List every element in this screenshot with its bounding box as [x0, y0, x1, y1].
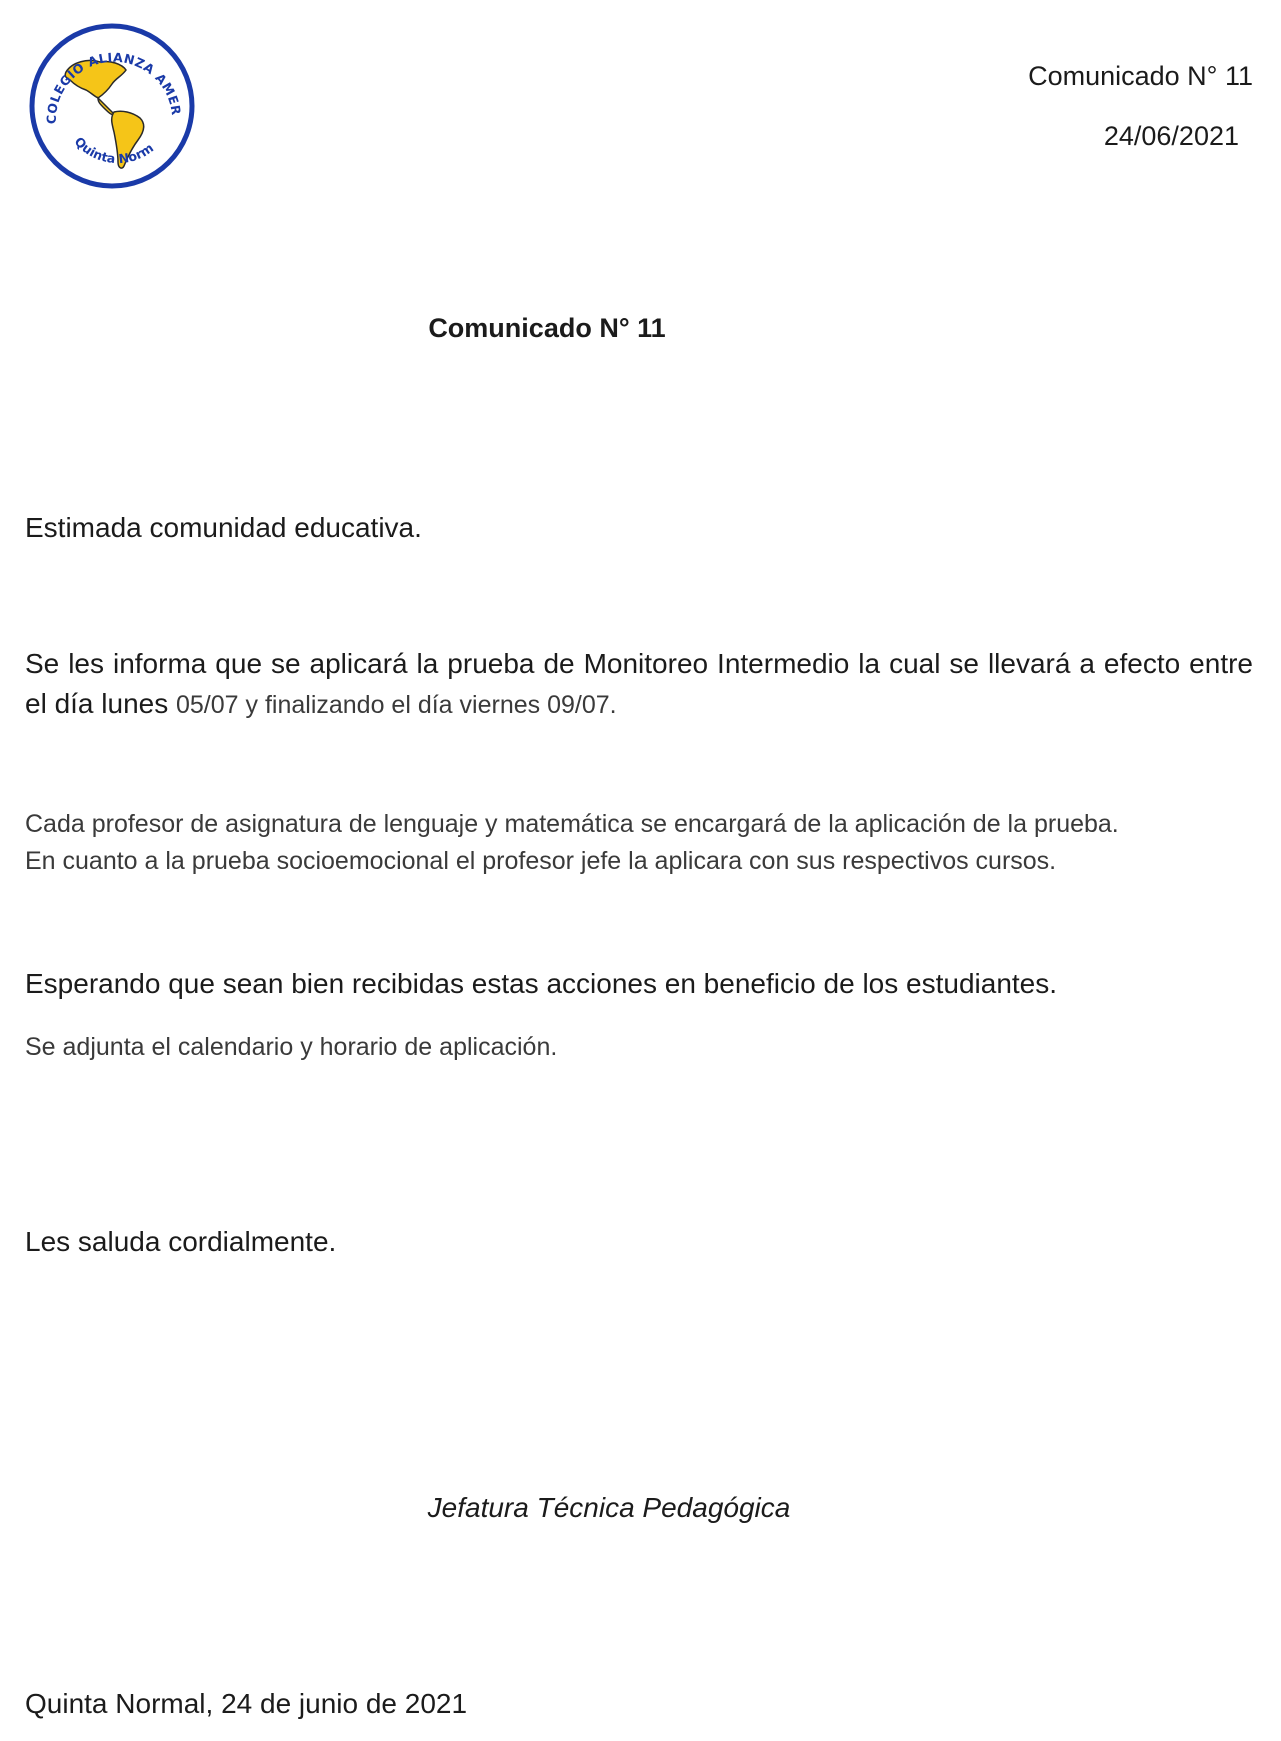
svg-text:Quinta Normal: Quinta Norm — [71, 133, 157, 167]
school-logo — [26, 20, 198, 192]
greeting: Estimada comunidad educativa. — [25, 512, 422, 543]
paragraph-monitoreo-main: Se les informa que se aplicará la prueba de Monitoreo Intermedio la cual se llevará a efecto entre el día lunes — [25, 648, 1253, 719]
document-header — [1028, 60, 1253, 153]
place-and-date: Quinta Normal, 24 de junio de 2021 — [25, 1688, 468, 1719]
document-title: Comunicado N° 11 — [428, 313, 666, 343]
paragraph-monitoreo-dates: 05/07 y finalizando el día viernes 09/07. — [176, 691, 617, 719]
paragraph-monitoreo — [25, 644, 1253, 725]
svg-text:COLEGIO ALIANZA AMERICANA: COLEGIO ALIANZA AMER — [43, 49, 185, 125]
paragraph-profesores-line-1: Cada profesor de asignatura de lenguaje y matemática se encargará de la aplicación de la prueba. — [25, 810, 1119, 838]
header-date: 24/06/2021 — [1103, 121, 1239, 152]
closing-salutation: Les saluda cordialmente. — [25, 1226, 337, 1257]
paragraph-esperando: Esperando que sean bien recibidas estas acciones en beneficio de los estudiantes. — [25, 968, 1058, 999]
signature: Jefatura Técnica Pedagógica — [427, 1492, 791, 1523]
paragraph-profesores — [25, 806, 1253, 880]
school-seal-icon — [26, 20, 198, 192]
header-comunicado-number: Comunicado N° 11 — [1028, 61, 1253, 91]
paragraph-adjunto: Se adjunta el calendario y horario de aplicación. — [25, 1033, 558, 1061]
paragraph-profesores-line-2: En cuanto a la prueba socioemocional el profesor jefe la aplicara con sus respectivos cursos. — [25, 847, 1057, 875]
